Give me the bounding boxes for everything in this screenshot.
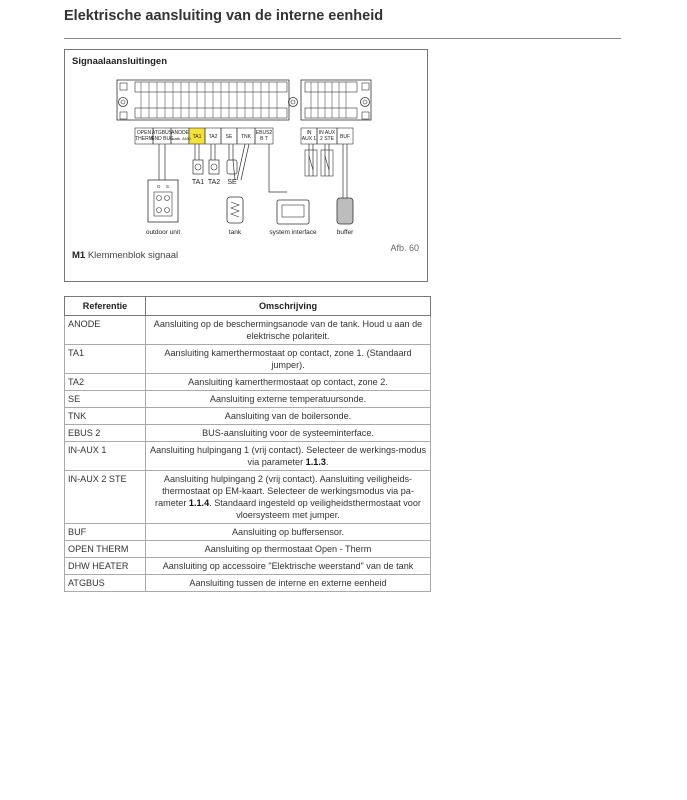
row-ref: TA2 — [65, 374, 146, 391]
table-row — [65, 391, 431, 408]
se-sensor — [227, 160, 237, 174]
label-tnk: TNK — [241, 134, 251, 140]
row-ref: DHW HEATER — [65, 558, 146, 575]
svg-text:TA2: TA2 — [207, 179, 221, 186]
terminal-block-left — [117, 80, 289, 120]
table-row — [65, 558, 431, 575]
row-desc: Aansluiting hulpingang 1 (vrij contact). Selecteer de werkings-modus via parameter 1.1.3. — [146, 442, 431, 471]
table-row — [65, 345, 431, 374]
figure-box — [64, 49, 428, 282]
table-row — [65, 374, 431, 391]
svg-text:2 STE: 2 STE — [320, 136, 334, 142]
row-desc: Aansluiting op de beschermingsanode van de tank. Houd u aan de elektrische polariteit. — [146, 316, 431, 345]
svg-text:AUX 1: AUX 1 — [301, 136, 317, 142]
figure-caption — [72, 250, 178, 261]
table-row — [65, 316, 431, 345]
row-desc: Aansluiting tussen de interne en externe eenheid — [146, 575, 431, 592]
screw-icon — [289, 98, 298, 107]
svg-text:S: S — [166, 184, 170, 189]
outdoor-unit-label: outdoor unit — [145, 229, 181, 236]
caption-id: M1 — [72, 250, 86, 261]
label-in-aux1: IN — [306, 130, 312, 136]
label-ta2: TA2 — [208, 134, 218, 140]
svg-text:B T: B T — [260, 136, 268, 142]
row-ref: TA1 — [65, 345, 146, 374]
table-row — [65, 442, 431, 471]
row-ref: TNK — [65, 408, 146, 425]
terminal-diagram — [65, 50, 427, 281]
row-desc: BUS-aansluiting voor de systeeminterface. — [146, 425, 431, 442]
table-row — [65, 524, 431, 541]
row-desc: Aansluiting kamerthermostaat op contact, zone 1. (Standaard jumper). — [146, 345, 431, 374]
svg-text:THERM: THERM — [135, 136, 153, 142]
page-title: Elektrische aansluiting van de interne eenheid — [64, 8, 384, 24]
header-desc: Omschrijving — [146, 297, 431, 316]
row-desc: Aansluiting kamerthermostaat op contact, zone 2. — [146, 374, 431, 391]
header-ref: Referentie — [65, 297, 146, 316]
label-se: SE — [225, 134, 233, 140]
system-interface-label: system interface — [269, 229, 317, 236]
terminal-block-right — [301, 80, 371, 120]
svg-text:SE: SE — [227, 179, 237, 186]
label-anode: ANODE — [171, 130, 189, 136]
ta2-sensor — [209, 160, 219, 174]
ta1-sensor — [193, 160, 203, 174]
table-row — [65, 541, 431, 558]
row-ref: IN-AUX 2 STE — [65, 471, 146, 524]
label-open-therm: OPEN — [136, 130, 152, 136]
screw-icon — [361, 98, 370, 107]
screw-icon — [119, 98, 128, 107]
row-desc: Aansluiting van de boilersonde. — [146, 408, 431, 425]
label-ebus2: EBUS2 — [255, 130, 273, 136]
table-row — [65, 471, 431, 524]
svg-text:GND BUS: GND BUS — [150, 136, 174, 142]
table-row — [65, 408, 431, 425]
row-ref: BUF — [65, 524, 146, 541]
label-buf: BUF — [340, 134, 350, 140]
row-desc: Aansluiting op accessoire "Elektrische weerstand" van de tank — [146, 558, 431, 575]
svg-text:G: G — [157, 184, 161, 189]
svg-text:+ cath. ANO: + cath. ANO — [169, 136, 191, 141]
row-ref: IN-AUX 1 — [65, 442, 146, 471]
row-desc: Aansluiting op thermostaat Open - Therm — [146, 541, 431, 558]
row-desc: Aansluiting hulpingang 2 (vrij contact). Aansluiting veiligheids-thermostaat op EM-kaart. Selecteer de werkingsmodus via pa-rameter 1.1.4. Standaard ingesteld op veiligheidsthermostaat voor vloersysteem met jumper. — [146, 471, 431, 524]
caption-text: Klemmenblok signaal — [87, 250, 179, 261]
row-desc: Aansluiting externe temperatuursonde. — [146, 391, 431, 408]
row-desc: Aansluiting op buffersensor. — [146, 524, 431, 541]
tank-label: tank — [228, 229, 242, 236]
row-ref: OPEN THERM — [65, 541, 146, 558]
buffer-label: buffer — [336, 229, 354, 236]
label-ta1: TA1 — [192, 134, 202, 140]
row-ref: ANODE — [65, 316, 146, 345]
title-divider — [64, 38, 621, 39]
row-ref: SE — [65, 391, 146, 408]
label-in-aux2: IN AUX — [318, 130, 336, 136]
tank-icon — [227, 197, 243, 223]
table-row — [65, 425, 431, 442]
svg-text:TA1: TA1 — [191, 179, 205, 186]
outdoor-unit-icon — [148, 180, 178, 222]
table-row — [65, 575, 431, 592]
row-ref: EBUS 2 — [65, 425, 146, 442]
row-ref: ATGBUS — [65, 575, 146, 592]
label-atgbus: ATGBUS — [151, 130, 173, 136]
reference-table — [64, 296, 431, 592]
figure-heading: Signaalaansluitingen — [72, 56, 168, 67]
table-header-row — [65, 297, 431, 316]
buffer-icon — [337, 198, 353, 224]
figure-reference: Afb. 60 — [390, 243, 419, 253]
